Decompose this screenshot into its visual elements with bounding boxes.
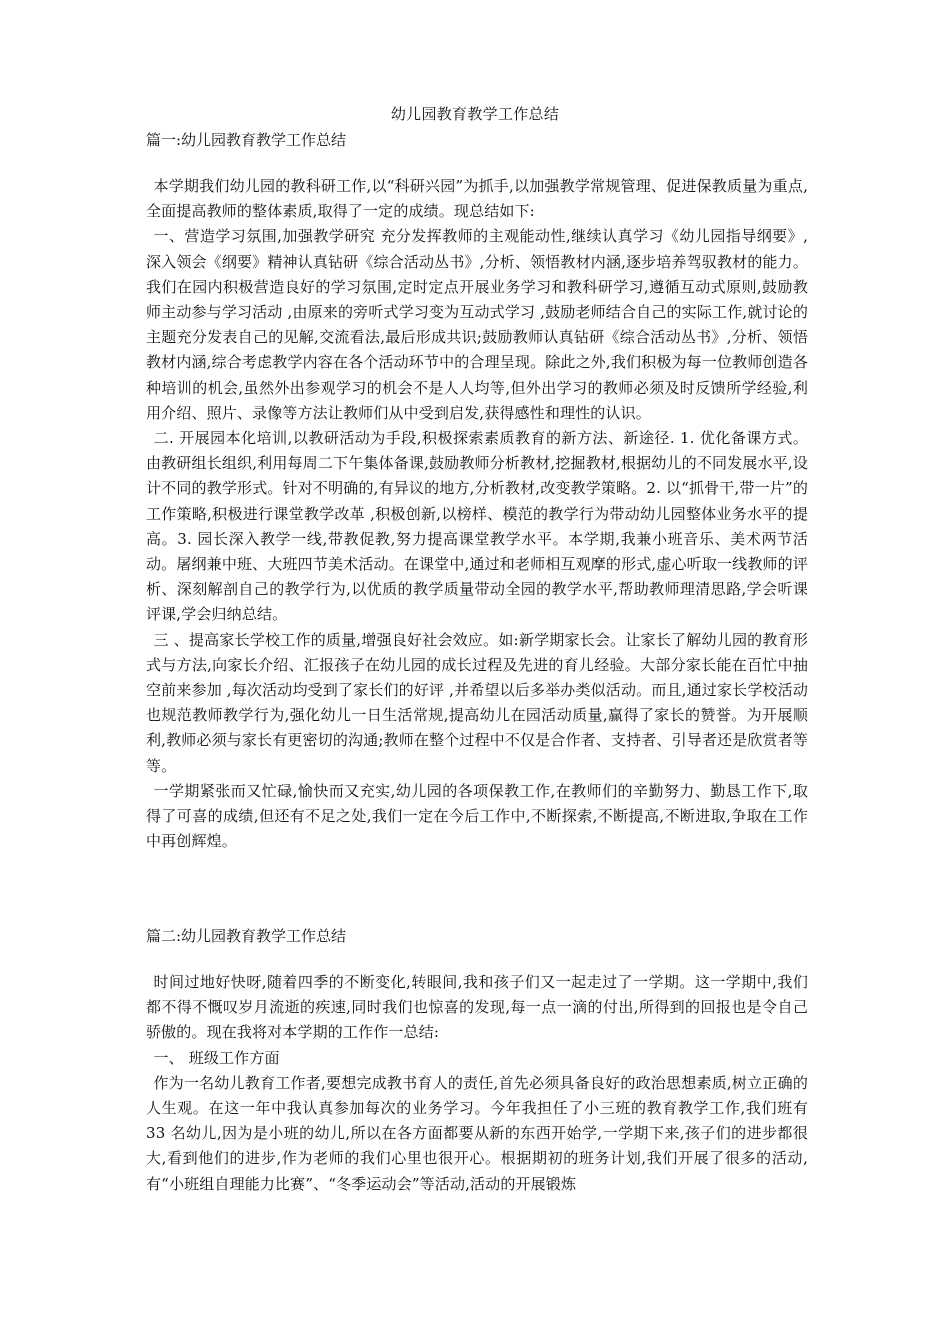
section-2-paragraph-1: 时间过地好快呀,随着四季的不断变化,转眼间,我和孩子们又一起走过了一学期。这一学期中,我们都不得不慨叹岁月流逝的疾速,同时我们也惊喜的发现,每一点一滴的付出,所得到的回报也是令自己骄傲的。现在我将对本学期的工作作一总结: xyxy=(146,973,808,1042)
section-2-heading: 篇二:幼儿园教育教学工作总结 xyxy=(146,927,347,945)
section-1-paragraph-2: 一、营造学习氛围,加强教学研究 充分发挥教师的主观能动性,继续认真学习《幼儿园指导纲要》,深入领会《纲要》精神认真钻研《综合活动丛书》,分析、领悟教材内涵,逐步培养驾驭教材的能力。我们在园内积极营造良好的学习氛围,定时定点开展业务学习和教科研学习,遵循互动式原则,鼓励教师主动参与学习活动 ,由原来的旁听式学习变为互动式学习 ,鼓励老师结合自己的实际工作,就讨论的主题充分发表自己的见解,交流看法,最后形成共识;鼓励教师认真钻研《综合活动丛书》,分析、领悟教材内涵,综合考虑教学内容在各个活动环节中的合理呈现。除此之外,我们积极为每一位教师创造各种培训的机会,虽然外出参观学习的机会不是人人均等,但外出学习的教师必须及时反馈所学经验,利用介绍、照片、录像等方法让教师们从中受到启发,获得感性和理性的认识。 xyxy=(146,227,808,422)
section-2-body xyxy=(146,970,808,1197)
section-1-paragraph-1: 本学期我们幼儿园的教科研工作,以“科研兴园”为抓手,以加强教学常规管理、促进保教质量为重点,全面提高教师的整体素质,取得了一定的成绩。现总结如下: xyxy=(146,177,808,221)
section-2-paragraph-3: 作为一名幼儿教育工作者,要想完成教书育人的责任,首先必须具备良好的政治思想素质,树立正确的人生观。在这一年中我认真参加每次的业务学习。今年我担任了小三班的教育教学工作,我们班有 33 名幼儿,因为是小班的幼儿,所以在各方面都要从新的东西开始学,一学期下来,孩子们的进步都很大,看到他们的进步,作为老师的我们心里也很开心。根据期初的班务计划,我们开展了很多的活动,有“小班组自理能力比赛”、“冬季运动会”等活动,活动的开展锻炼 xyxy=(146,1073,808,1193)
section-1-body xyxy=(146,174,808,854)
section-1-paragraph-5: 一学期紧张而又忙碌,愉快而又充实,幼儿园的各项保教工作,在教师们的辛勤努力、勤恳工作下,取得了可喜的成绩,但还有不足之处,我们一定在今后工作中,不断探索,不断提高,不断进取,争取在工作中再创辉煌。 xyxy=(146,781,808,851)
section-1-heading: 篇一:幼儿园教育教学工作总结 xyxy=(146,131,347,149)
section-2-paragraph-2: 一、 班级工作方面 xyxy=(153,1048,280,1067)
document-title: 幼儿园教育教学工作总结 xyxy=(390,105,560,123)
section-1-paragraph-3: 二. 开展园本化培训,以教研活动为手段,积极探索素质教育的新方法、新途径. 1. 优化备课方式。由教研组长组织,利用每周二下午集体备课,鼓励教师分析教材,挖掘教材,根据幼儿的不同发展水平,设计不同的教学形式。针对不明确的,有异议的地方,分析教材,改变教学策略。2. 以“抓骨干,带一片”的工作策略,积极进行课堂教学改革 ,积极创新,以榜样、模范的教学行为带动幼儿园整体业务水平的提高。3. 园长深入教学一线,带教促教,努力提高课堂教学水平。本学期,我兼小班音乐、美术两节活动。屠纲兼中班、大班四节美术活动。在课堂中,通过和老师相互观摩的形式,虚心听取一线教师的评析、深刻解剖自己的教学行为,以优质的教学质量带动全园的教学水平,帮助教师理清思路,学会听课评课,学会归纳总结。 xyxy=(146,429,808,624)
section-1-paragraph-4: 三 、提高家长学校工作的质量,增强良好社会效应。如:新学期家长会。让家长了解幼儿园的教育形式与方法,向家长介绍、汇报孩子在幼儿园的成长过程及先进的育儿经验。大部分家长能在百忙中抽空前来参加 ,每次活动均受到了家长们的好评 ,并希望以后多举办类似活动。而且,通过家长学校活动也规范教师教学行为,强化幼儿一日生活常规,提高幼儿在园活动质量,赢得了家长的赞誉。为开展顺利,教师必须与家长有更密切的沟通;教师在整个过程中不仅是合作者、支持者、引导者还是欣赏者等等。 xyxy=(146,630,808,775)
